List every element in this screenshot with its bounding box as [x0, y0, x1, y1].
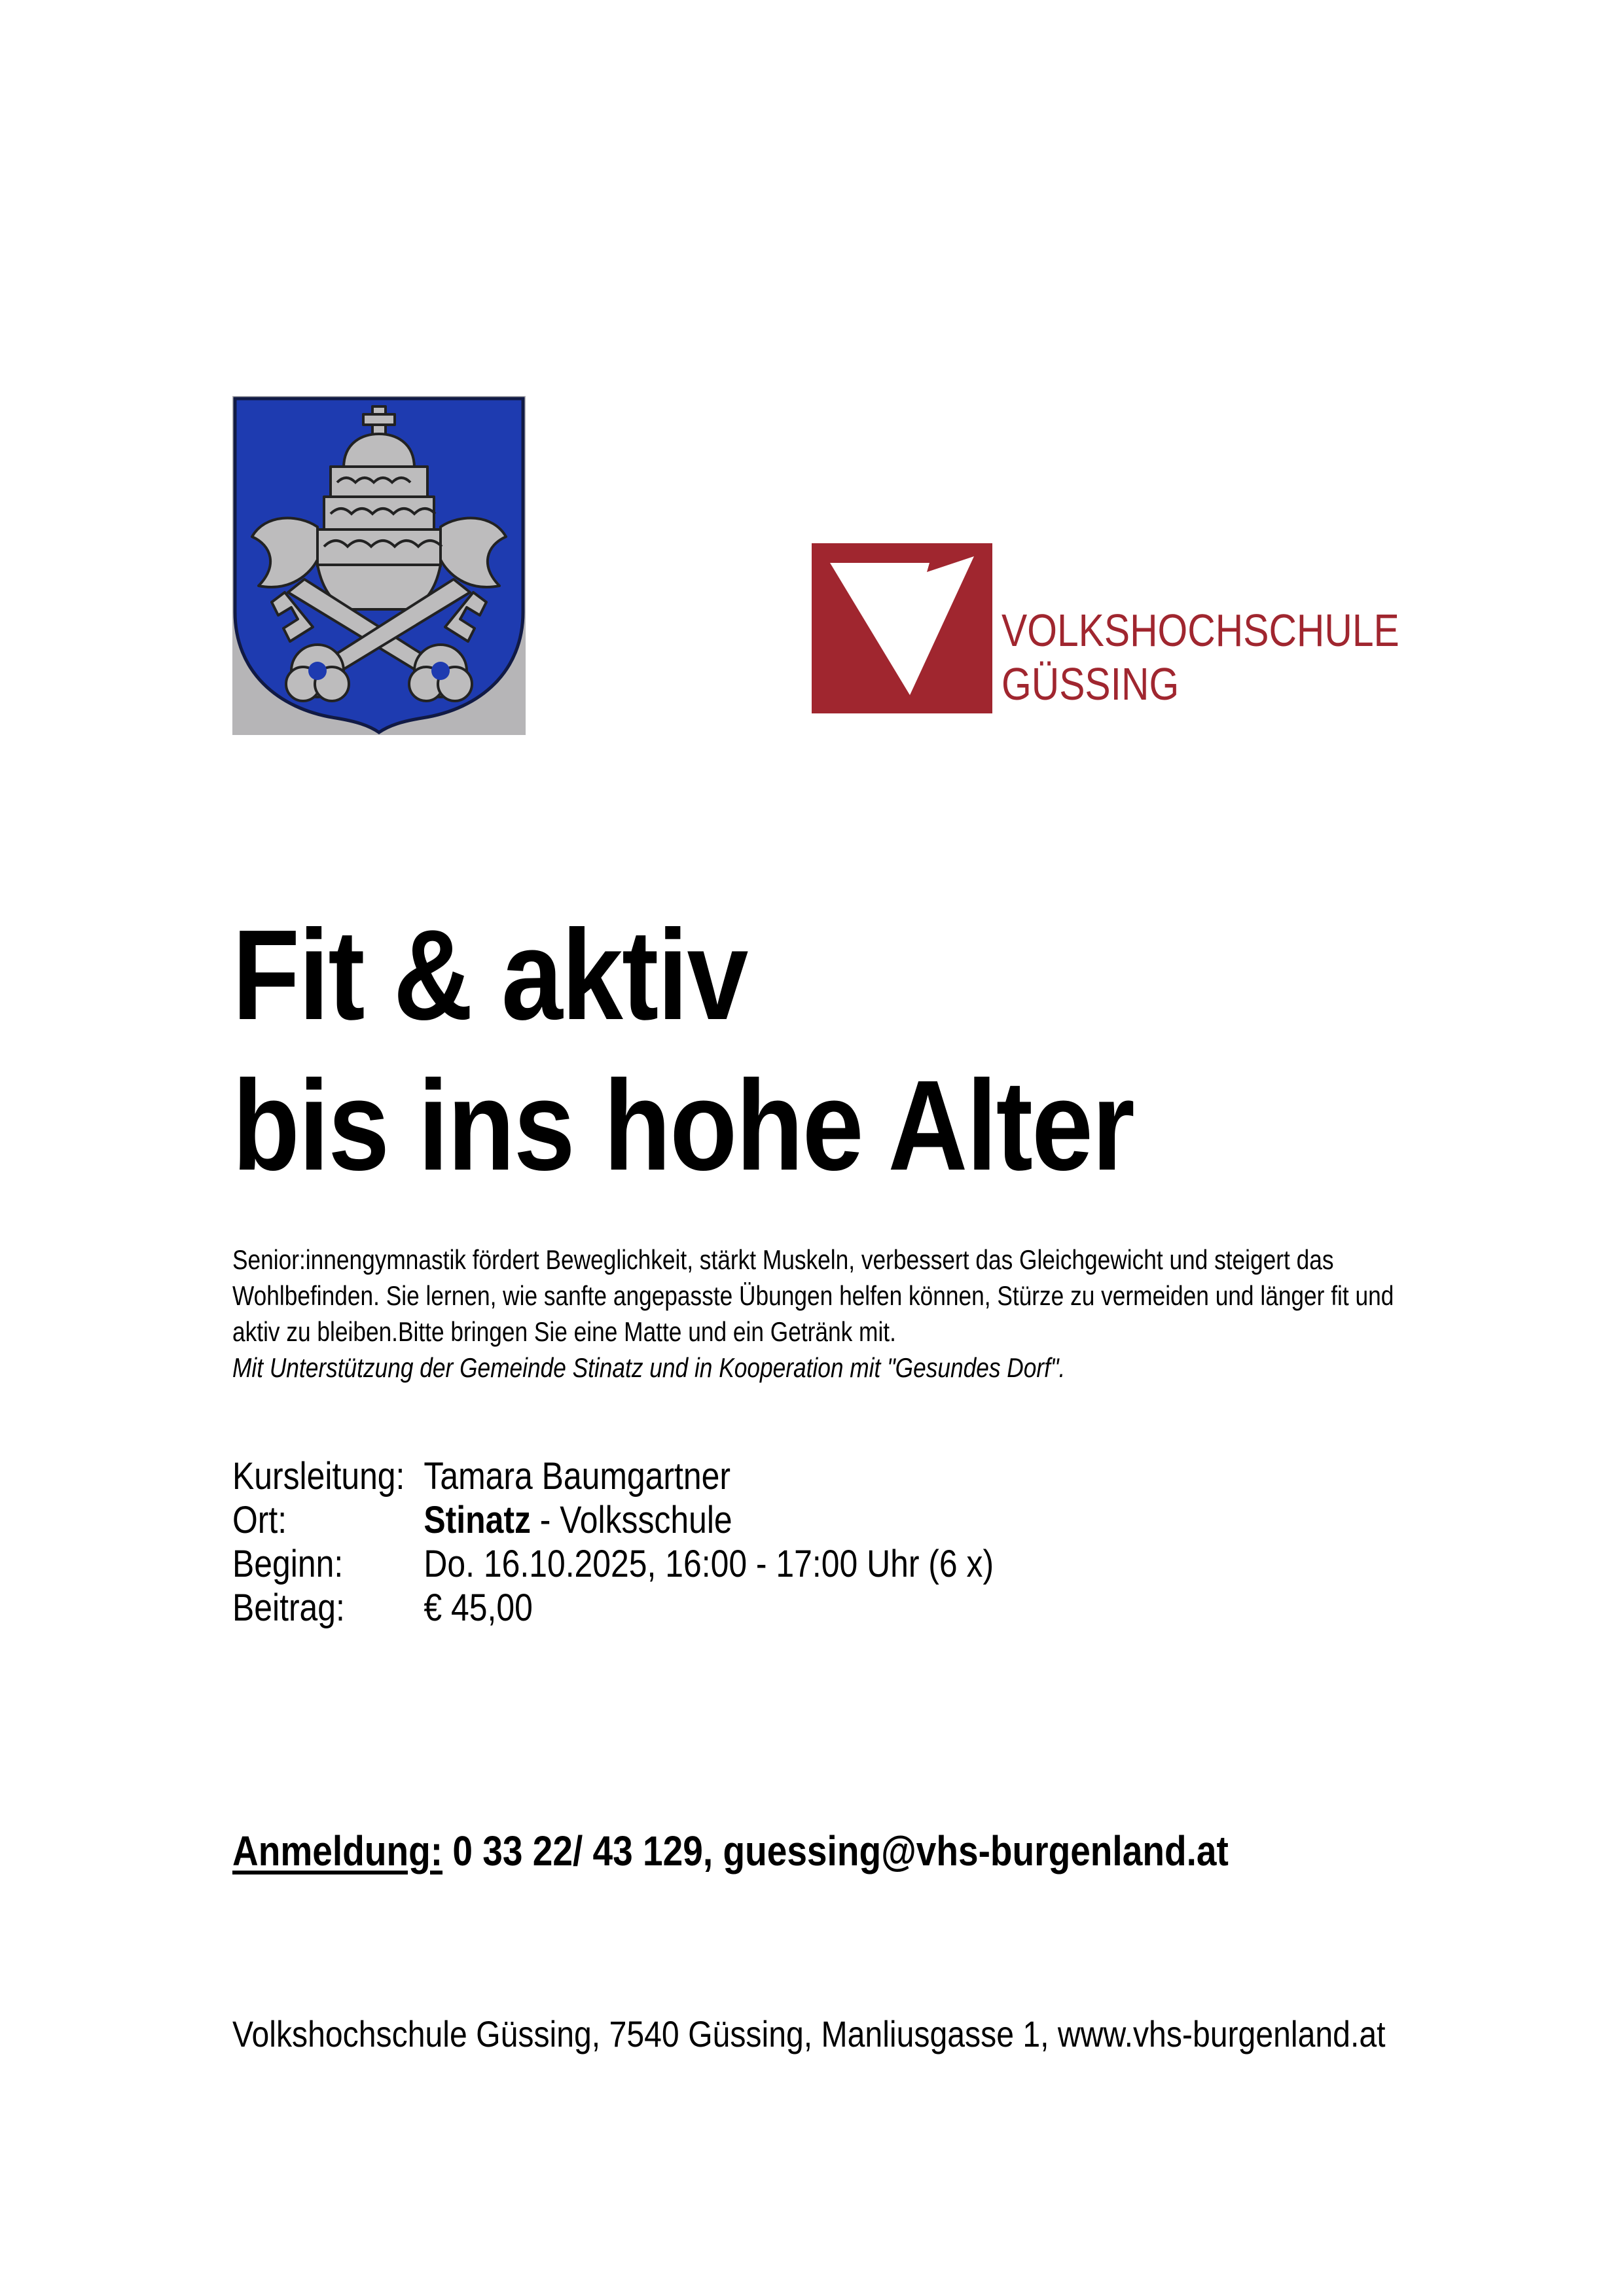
location-place: Stinatz: [424, 1499, 531, 1541]
description-text: Senior:innengymnastik fördert Beweglichkeit, stärkt Muskeln, verbessert das Gleichgewicht und steigert das Wohlbefinden. Sie lernen, wie sanfte angepasste Übungen helfen können, Stürze zu vermeiden und länger fit und aktiv zu bleiben.Bitte bringen Sie eine Matte und ein Getränk mit.: [232, 1244, 1394, 1347]
instructor-label: Kursleitung:: [232, 1455, 405, 1498]
detail-row-fee: [232, 1586, 1133, 1630]
registration-contact: 0 33 22/ 43 129, guessing@vhs-burgenland.at: [442, 1827, 1229, 1874]
course-title: [232, 900, 1134, 1201]
location-label: Ort:: [232, 1499, 287, 1541]
start-value: Do. 16.10.2025, 16:00 - 17:00 Uhr (6 x): [424, 1543, 994, 1585]
detail-row-start: [232, 1542, 1133, 1586]
vhs-logo-icon: [812, 543, 992, 713]
registration-label: Anmeldung:: [232, 1827, 443, 1874]
start-label: Beginn:: [232, 1543, 344, 1585]
course-title-line1: Fit & aktiv: [232, 903, 748, 1047]
vhs-logo-line2: GÜSSING: [1001, 658, 1180, 709]
detail-row-location: [232, 1498, 1133, 1542]
coat-of-arms-logo: [232, 396, 526, 735]
vhs-logo-line1: VOLKSHOCHSCHULE: [1001, 605, 1399, 656]
footer-address: Volkshochschule Güssing, 7540 Güssing, Manliusgasse 1, www.vhs-burgenland.at: [232, 2013, 1386, 2054]
vhs-logo-wordmark: [1001, 603, 1399, 711]
registration-line: [232, 1826, 1229, 1876]
course-description: [232, 1242, 1431, 1386]
coat-of-arms-icon: [232, 396, 526, 735]
fee-value: € 45,00: [424, 1587, 533, 1629]
location-building: - Volksschule: [530, 1499, 732, 1541]
fee-label: Beitrag:: [232, 1587, 345, 1629]
instructor-value: Tamara Baumgartner: [424, 1455, 731, 1498]
course-title-line2: bis ins hohe Alter: [232, 1054, 1134, 1197]
course-details: [232, 1454, 1133, 1630]
location-value: [424, 1498, 732, 1542]
support-note: Mit Unterstützung der Gemeinde Stinatz und in Kooperation mit "Gesundes Dorf".: [232, 1352, 1066, 1383]
detail-row-instructor: [232, 1454, 1133, 1498]
vhs-guessing-logo: [812, 543, 1427, 713]
